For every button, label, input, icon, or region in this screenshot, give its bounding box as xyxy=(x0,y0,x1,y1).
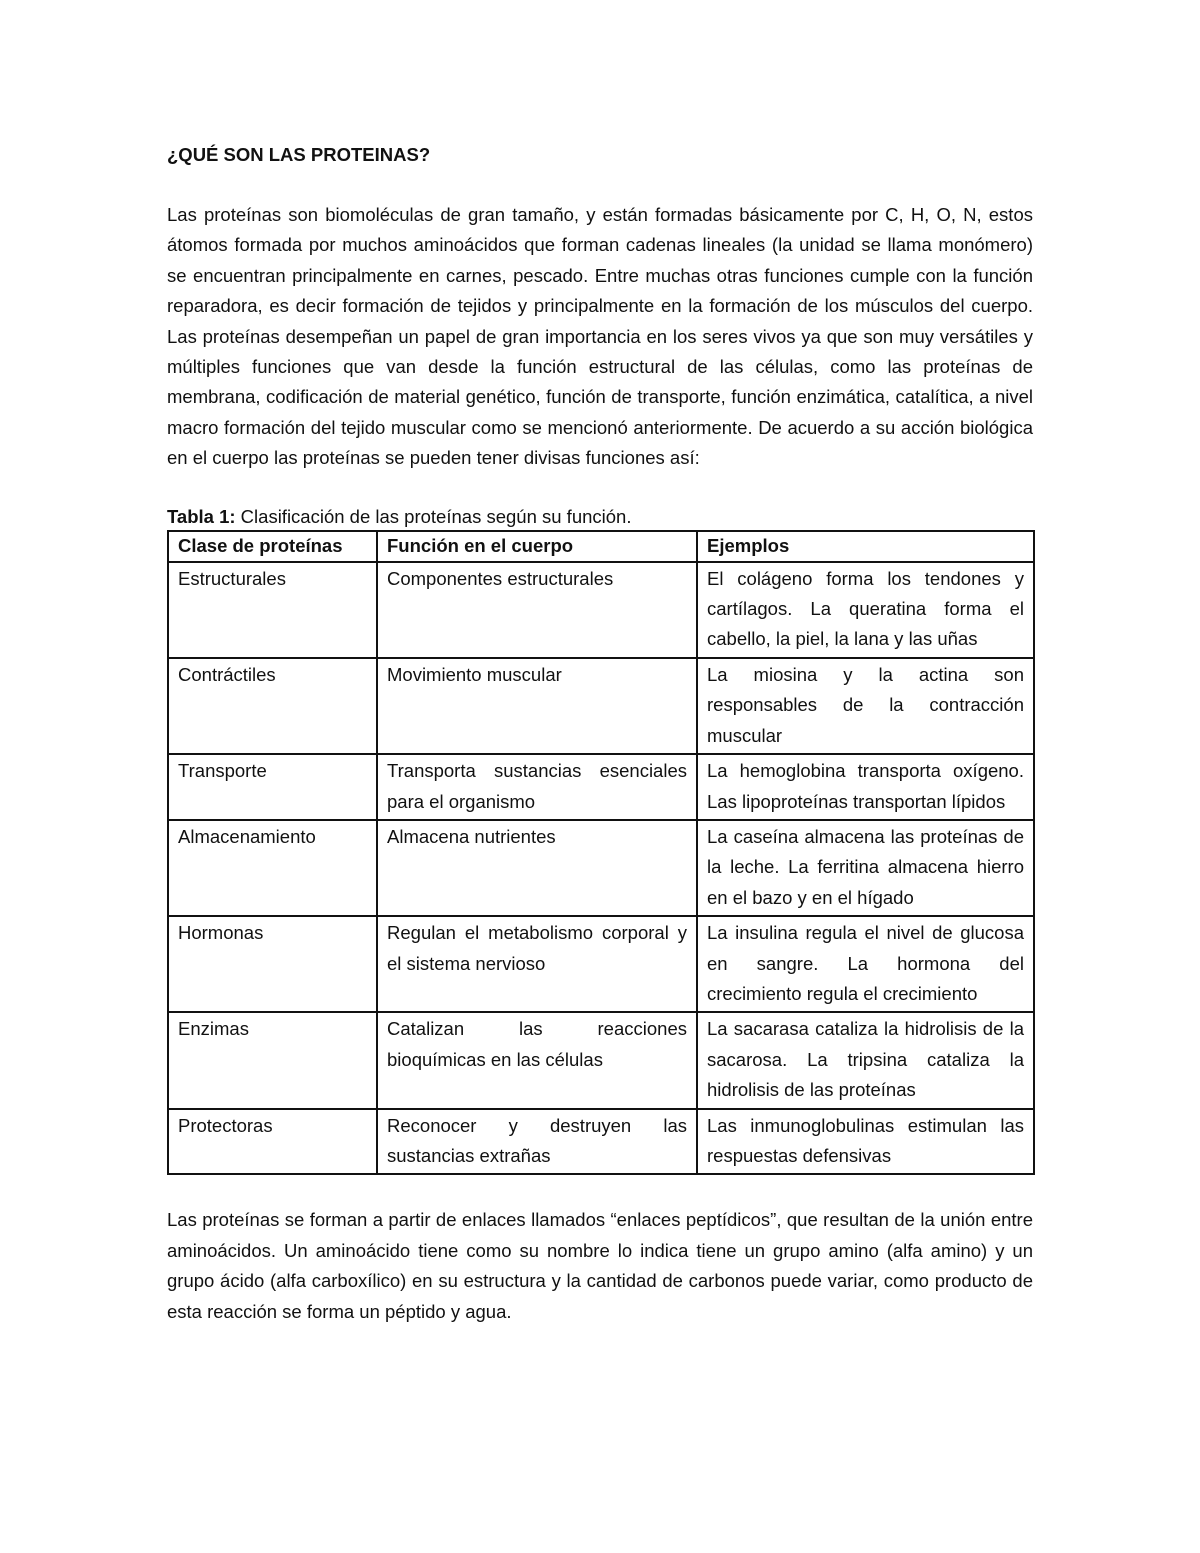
table-caption-label: Tabla 1: xyxy=(167,505,236,527)
cell-class: Transporte xyxy=(168,754,377,820)
table-row xyxy=(168,916,1034,1012)
cell-examples: La sacarasa cataliza la hidrolisis de la sacarosa. La tripsina cataliza la hidrolisis de las proteínas xyxy=(697,1012,1034,1108)
cell-function: Regulan el metabolismo corporal y el sistema nervioso xyxy=(377,916,697,1012)
cell-examples: La insulina regula el nivel de glucosa en sangre. La hormona del crecimiento regula el crecimiento xyxy=(697,916,1034,1012)
cell-function: Transporta sustancias esenciales para el organismo xyxy=(377,754,697,820)
document-title: ¿QUÉ SON LAS PROTEINAS? xyxy=(167,144,431,165)
table-header-row xyxy=(168,531,1034,562)
cell-function: Reconocer y destruyen las sustancias extrañas xyxy=(377,1109,697,1175)
header-cell-function: Función en el cuerpo xyxy=(377,531,697,562)
table-row xyxy=(168,658,1034,754)
cell-examples: La caseína almacena las proteínas de la leche. La ferritina almacena hierro en el bazo y en el hígado xyxy=(697,820,1034,916)
closing-paragraph: Las proteínas se forman a partir de enlaces llamados “enlaces peptídicos”, que resultan de la unión entre aminoácidos. Un aminoácido tiene como su nombre lo indica tiene un grupo amino (alfa amino) y un grupo ácido (alfa carboxílico) en su estructura y la cantidad de carbonos puede variar, como producto de esta reacción se forma un péptido y agua. xyxy=(167,1209,1033,1322)
protein-classification-table xyxy=(167,530,1035,1176)
header-cell-class: Clase de proteínas xyxy=(168,531,377,562)
table-row xyxy=(168,1109,1034,1175)
cell-examples: El colágeno forma los tendones y cartílagos. La queratina forma el cabello, la piel, la lana y las uñas xyxy=(697,562,1034,658)
cell-class: Contráctiles xyxy=(168,658,377,754)
cell-function: Catalizan las reacciones bioquímicas en las células xyxy=(377,1012,697,1108)
cell-class: Protectoras xyxy=(168,1109,377,1175)
table-row xyxy=(168,754,1034,820)
table-row xyxy=(168,820,1034,916)
cell-class: Estructurales xyxy=(168,562,377,658)
cell-function: Almacena nutrientes xyxy=(377,820,697,916)
table-caption-text: Clasificación de las proteínas según su función. xyxy=(235,505,632,527)
table-caption xyxy=(167,504,1033,530)
cell-examples: Las inmunoglobulinas estimulan las respuestas defensivas xyxy=(697,1109,1034,1175)
cell-class: Hormonas xyxy=(168,916,377,1012)
cell-examples: La miosina y la actina son responsables de la contracción muscular xyxy=(697,658,1034,754)
cell-examples: La hemoglobina transporta oxígeno. Las lipoproteínas transportan lípidos xyxy=(697,754,1034,820)
cell-function: Movimiento muscular xyxy=(377,658,697,754)
cell-function: Componentes estructurales xyxy=(377,562,697,658)
intro-paragraph: Las proteínas son biomoléculas de gran tamaño, y están formadas básicamente por C, H, O, N, estos átomos formada por muchos aminoácidos que forman cadenas lineales (la unidad se llama monómero) se encuentran principalmente en carnes, pescado. Entre muchas otras funciones cumple con la función reparadora, es decir formación de tejidos y principalmente en la formación de los músculos del cuerpo. Las proteínas desempeñan un papel de gran importancia en los seres vivos ya que son muy versátiles y múltiples funciones que van desde la función estructural de las células, como las proteínas de membrana, codificación de material genético, función de transporte, función enzimática, catalítica, a nivel macro formación del tejido muscular como se mencionó anteriormente. De acuerdo a su acción biológica en el cuerpo las proteínas se pueden tener divisas funciones así: xyxy=(167,204,1033,469)
document-body xyxy=(167,140,1033,1327)
table-row xyxy=(168,562,1034,658)
cell-class: Enzimas xyxy=(168,1012,377,1108)
table-row xyxy=(168,1012,1034,1108)
header-cell-examples: Ejemplos xyxy=(697,531,1034,562)
cell-class: Almacenamiento xyxy=(168,820,377,916)
